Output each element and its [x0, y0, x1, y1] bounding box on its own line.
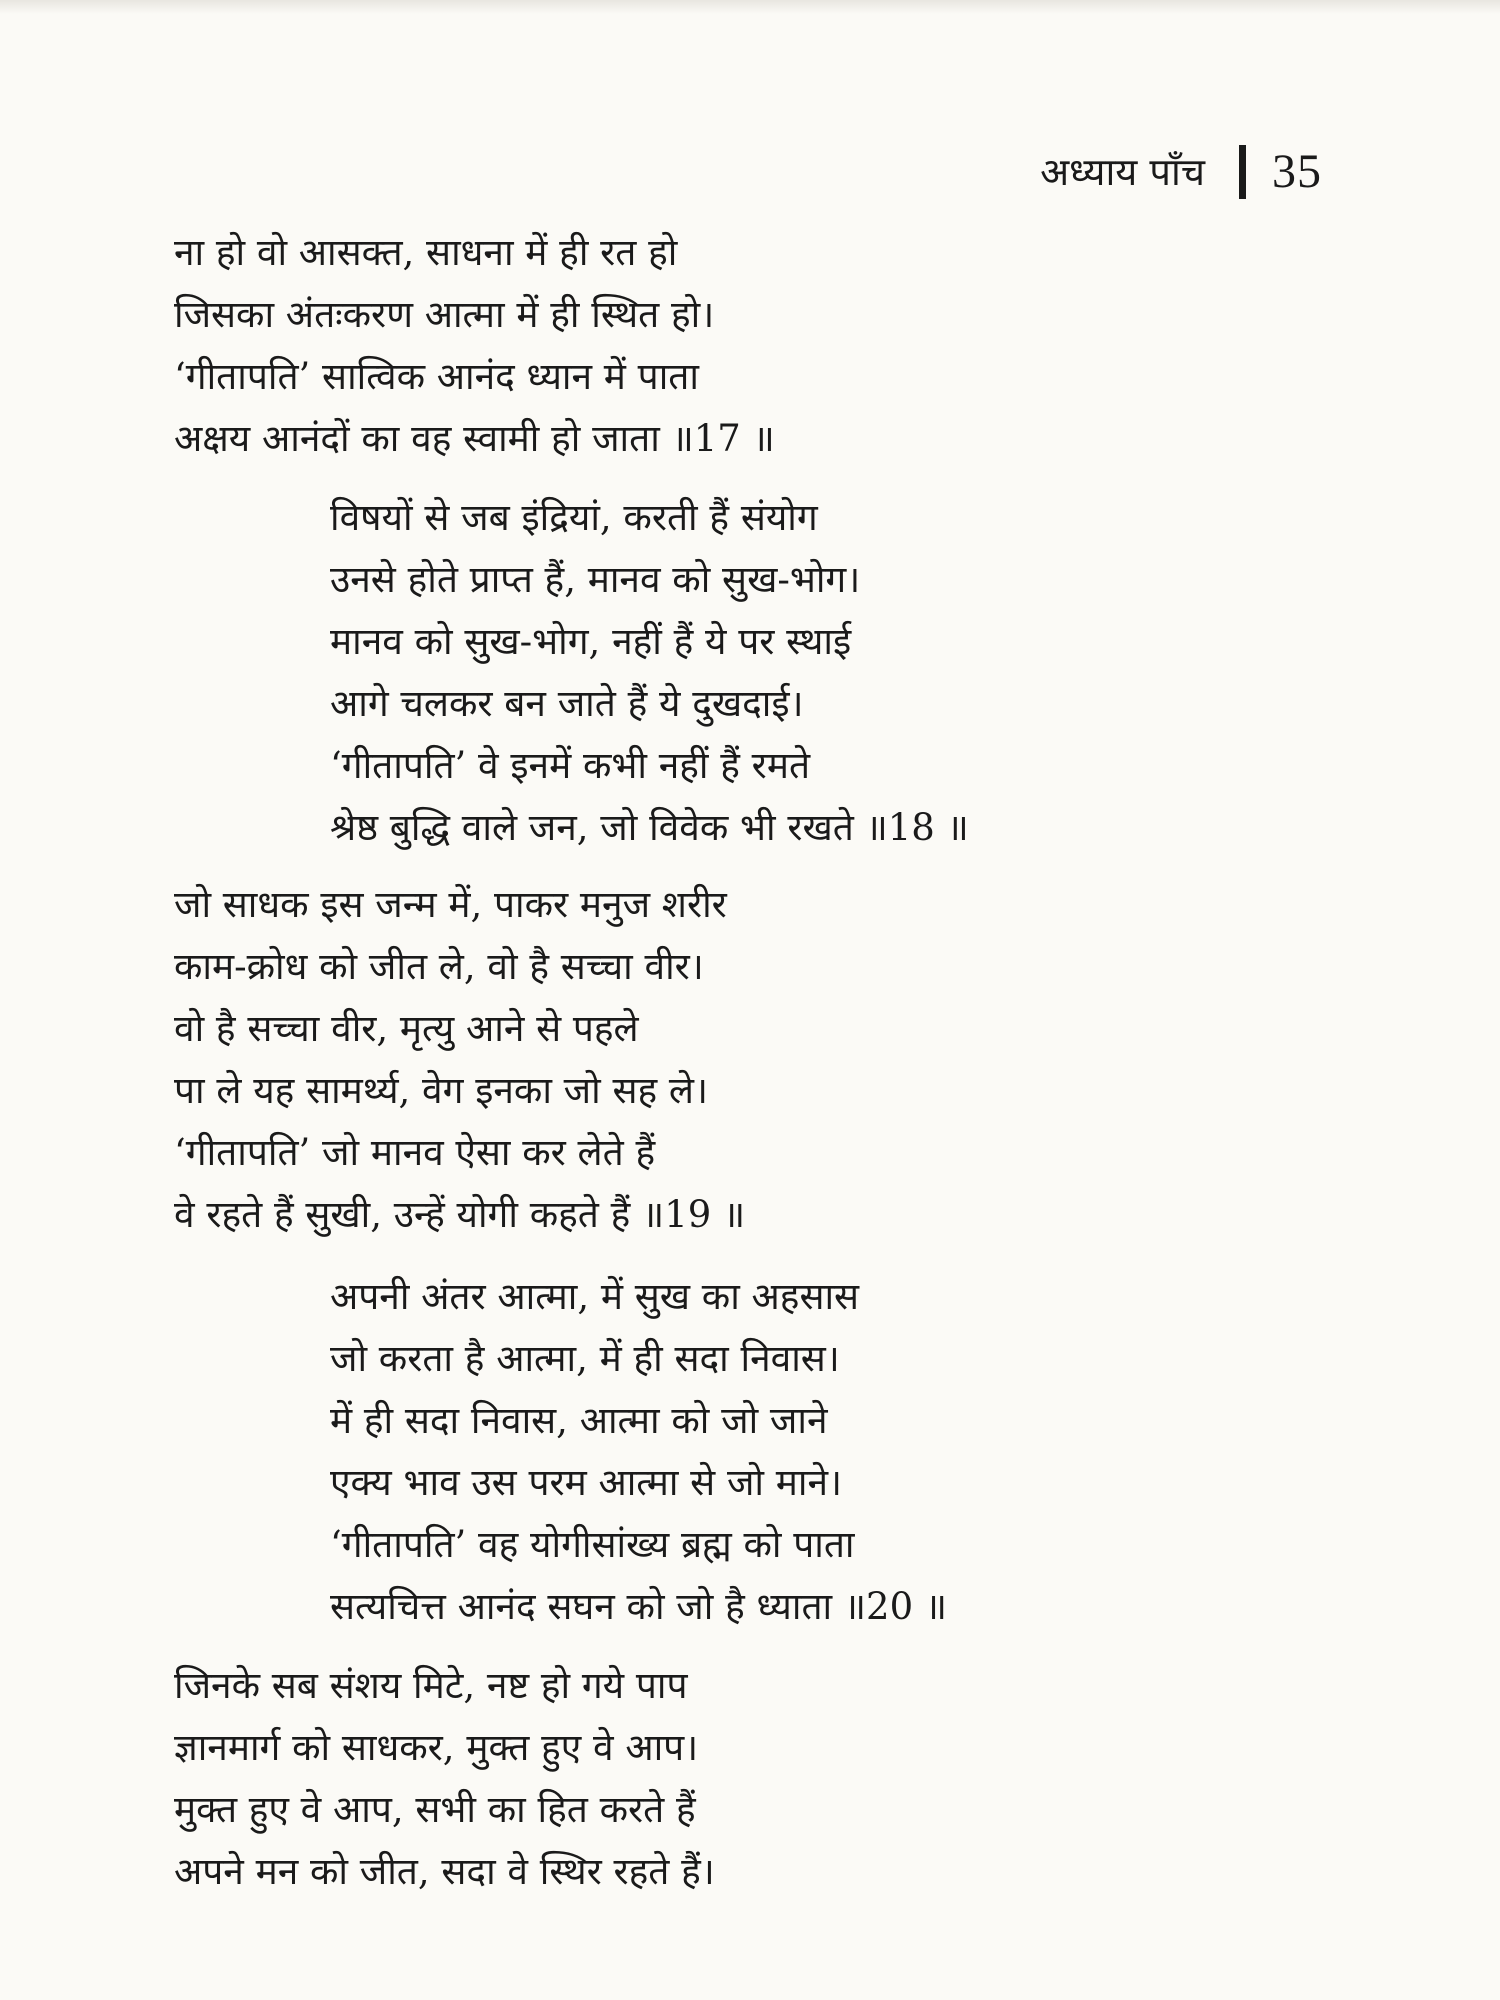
verse-line: [174, 284, 775, 346]
verse-line: [330, 1328, 947, 1390]
verse-line: [174, 346, 775, 408]
verse-line: [330, 1390, 947, 1452]
verse-line-text: विषयों से जब इंद्रियां, करती हैं संयोग: [330, 496, 818, 539]
verse-line-text: जिसका अंतःकरण आत्मा में ही स्थित हो।: [174, 293, 715, 336]
verse-line: [330, 1266, 947, 1328]
verse-line-text: वे रहते हैं सुखी, उन्हें योगी कहते हैं ॥19 ॥: [174, 1193, 746, 1236]
verse-line: [174, 1655, 715, 1717]
verse-line-text: में ही सदा निवास, आत्मा को जो जाने: [330, 1399, 828, 1442]
header-divider: [1239, 145, 1246, 199]
verse-line: [174, 1717, 715, 1779]
verse-line-text: जो करता है आत्मा, में ही सदा निवास।: [330, 1337, 840, 1380]
page-number: 35: [1272, 145, 1322, 198]
stanza-20: [330, 1266, 947, 1638]
verse-line: [174, 1841, 715, 1903]
verse-line-text: अक्षय आनंदों का वह स्वामी हो जाता ॥17 ॥: [174, 417, 775, 460]
verse-line-text: श्रेष्ठ बुद्धि वाले जन, जो विवेक भी रखते ॥18 ॥: [330, 806, 969, 849]
verse-line: [330, 487, 969, 549]
stanza-19: [174, 874, 745, 1246]
verse-line-text: ‘गीतापति’ वह योगीसांख्य ब्रह्म को पाता: [330, 1523, 855, 1566]
verse-line-text: ना हो वो आसक्त, साधना में ही रत हो: [174, 231, 678, 274]
verse-line: [174, 1060, 745, 1122]
verse-line: [330, 1576, 947, 1638]
verse-line: [174, 1184, 745, 1246]
chapter-title: अध्याय पाँच: [1040, 150, 1205, 194]
verse-line-text: पा ले यह सामर्थ्य, वेग इनका जो सह ले।: [174, 1069, 709, 1112]
verse-line-text: आगे चलकर बन जाते हैं ये दुखदाई।: [330, 682, 804, 725]
stanza-21: [174, 1655, 715, 1903]
verse-line-text: ‘गीतापति’ सात्विक आनंद ध्यान में पाता: [174, 355, 699, 398]
scan-edge-shadow: [0, 0, 1500, 14]
verse-line-text: ‘गीतापति’ वे इनमें कभी नहीं हैं रमते: [330, 744, 811, 787]
verse-line-text: अपनी अंतर आत्मा, में सुख का अहसास: [330, 1275, 860, 1318]
verse-line-text: अपने मन को जीत, सदा वे स्थिर रहते हैं।: [174, 1850, 715, 1893]
verse-line: [174, 408, 775, 470]
verse-line: [174, 936, 745, 998]
stanza-18: [330, 487, 969, 859]
verse-line-text: एक्य भाव उस परम आत्मा से जो माने।: [330, 1461, 843, 1504]
page-header: [1040, 142, 1322, 202]
verse-line: [174, 1779, 715, 1841]
verse-line-text: जिनके सब संशय मिटे, नष्ट हो गये पाप: [174, 1664, 688, 1707]
verse-line: [330, 673, 969, 735]
verse-line-text: जो साधक इस जन्म में, पाकर मनुज शरीर: [174, 883, 727, 926]
verse-line-text: मानव को सुख-भोग, नहीं हैं ये पर स्थाई: [330, 620, 852, 663]
verse-line: [330, 735, 969, 797]
stanza-17: [174, 222, 775, 470]
verse-line-text: ज्ञानमार्ग को साधकर, मुक्त हुए वे आप।: [174, 1726, 699, 1769]
verse-line: [330, 1452, 947, 1514]
verse-line-text: वो है सच्चा वीर, मृत्यु आने से पहले: [174, 1007, 639, 1050]
verse-line-text: ‘गीतापति’ जो मानव ऐसा कर लेते हैं: [174, 1131, 656, 1174]
verse-line: [174, 1122, 745, 1184]
verse-line: [330, 1514, 947, 1576]
verse-line-text: उनसे होते प्राप्त हैं, मानव को सुख-भोग।: [330, 558, 861, 601]
verse-line-text: काम-क्रोध को जीत ले, वो है सच्चा वीर।: [174, 945, 704, 988]
verse-line: [330, 549, 969, 611]
verse-line-text: सत्यचित्त आनंद सघन को जो है ध्याता ॥20 ॥: [330, 1585, 948, 1628]
verse-line: [174, 222, 775, 284]
verse-line: [174, 874, 745, 936]
verse-line: [330, 797, 969, 859]
verse-line: [330, 611, 969, 673]
verse-line-text: मुक्त हुए वे आप, सभी का हित करते हैं: [174, 1788, 696, 1831]
verse-line: [174, 998, 745, 1060]
